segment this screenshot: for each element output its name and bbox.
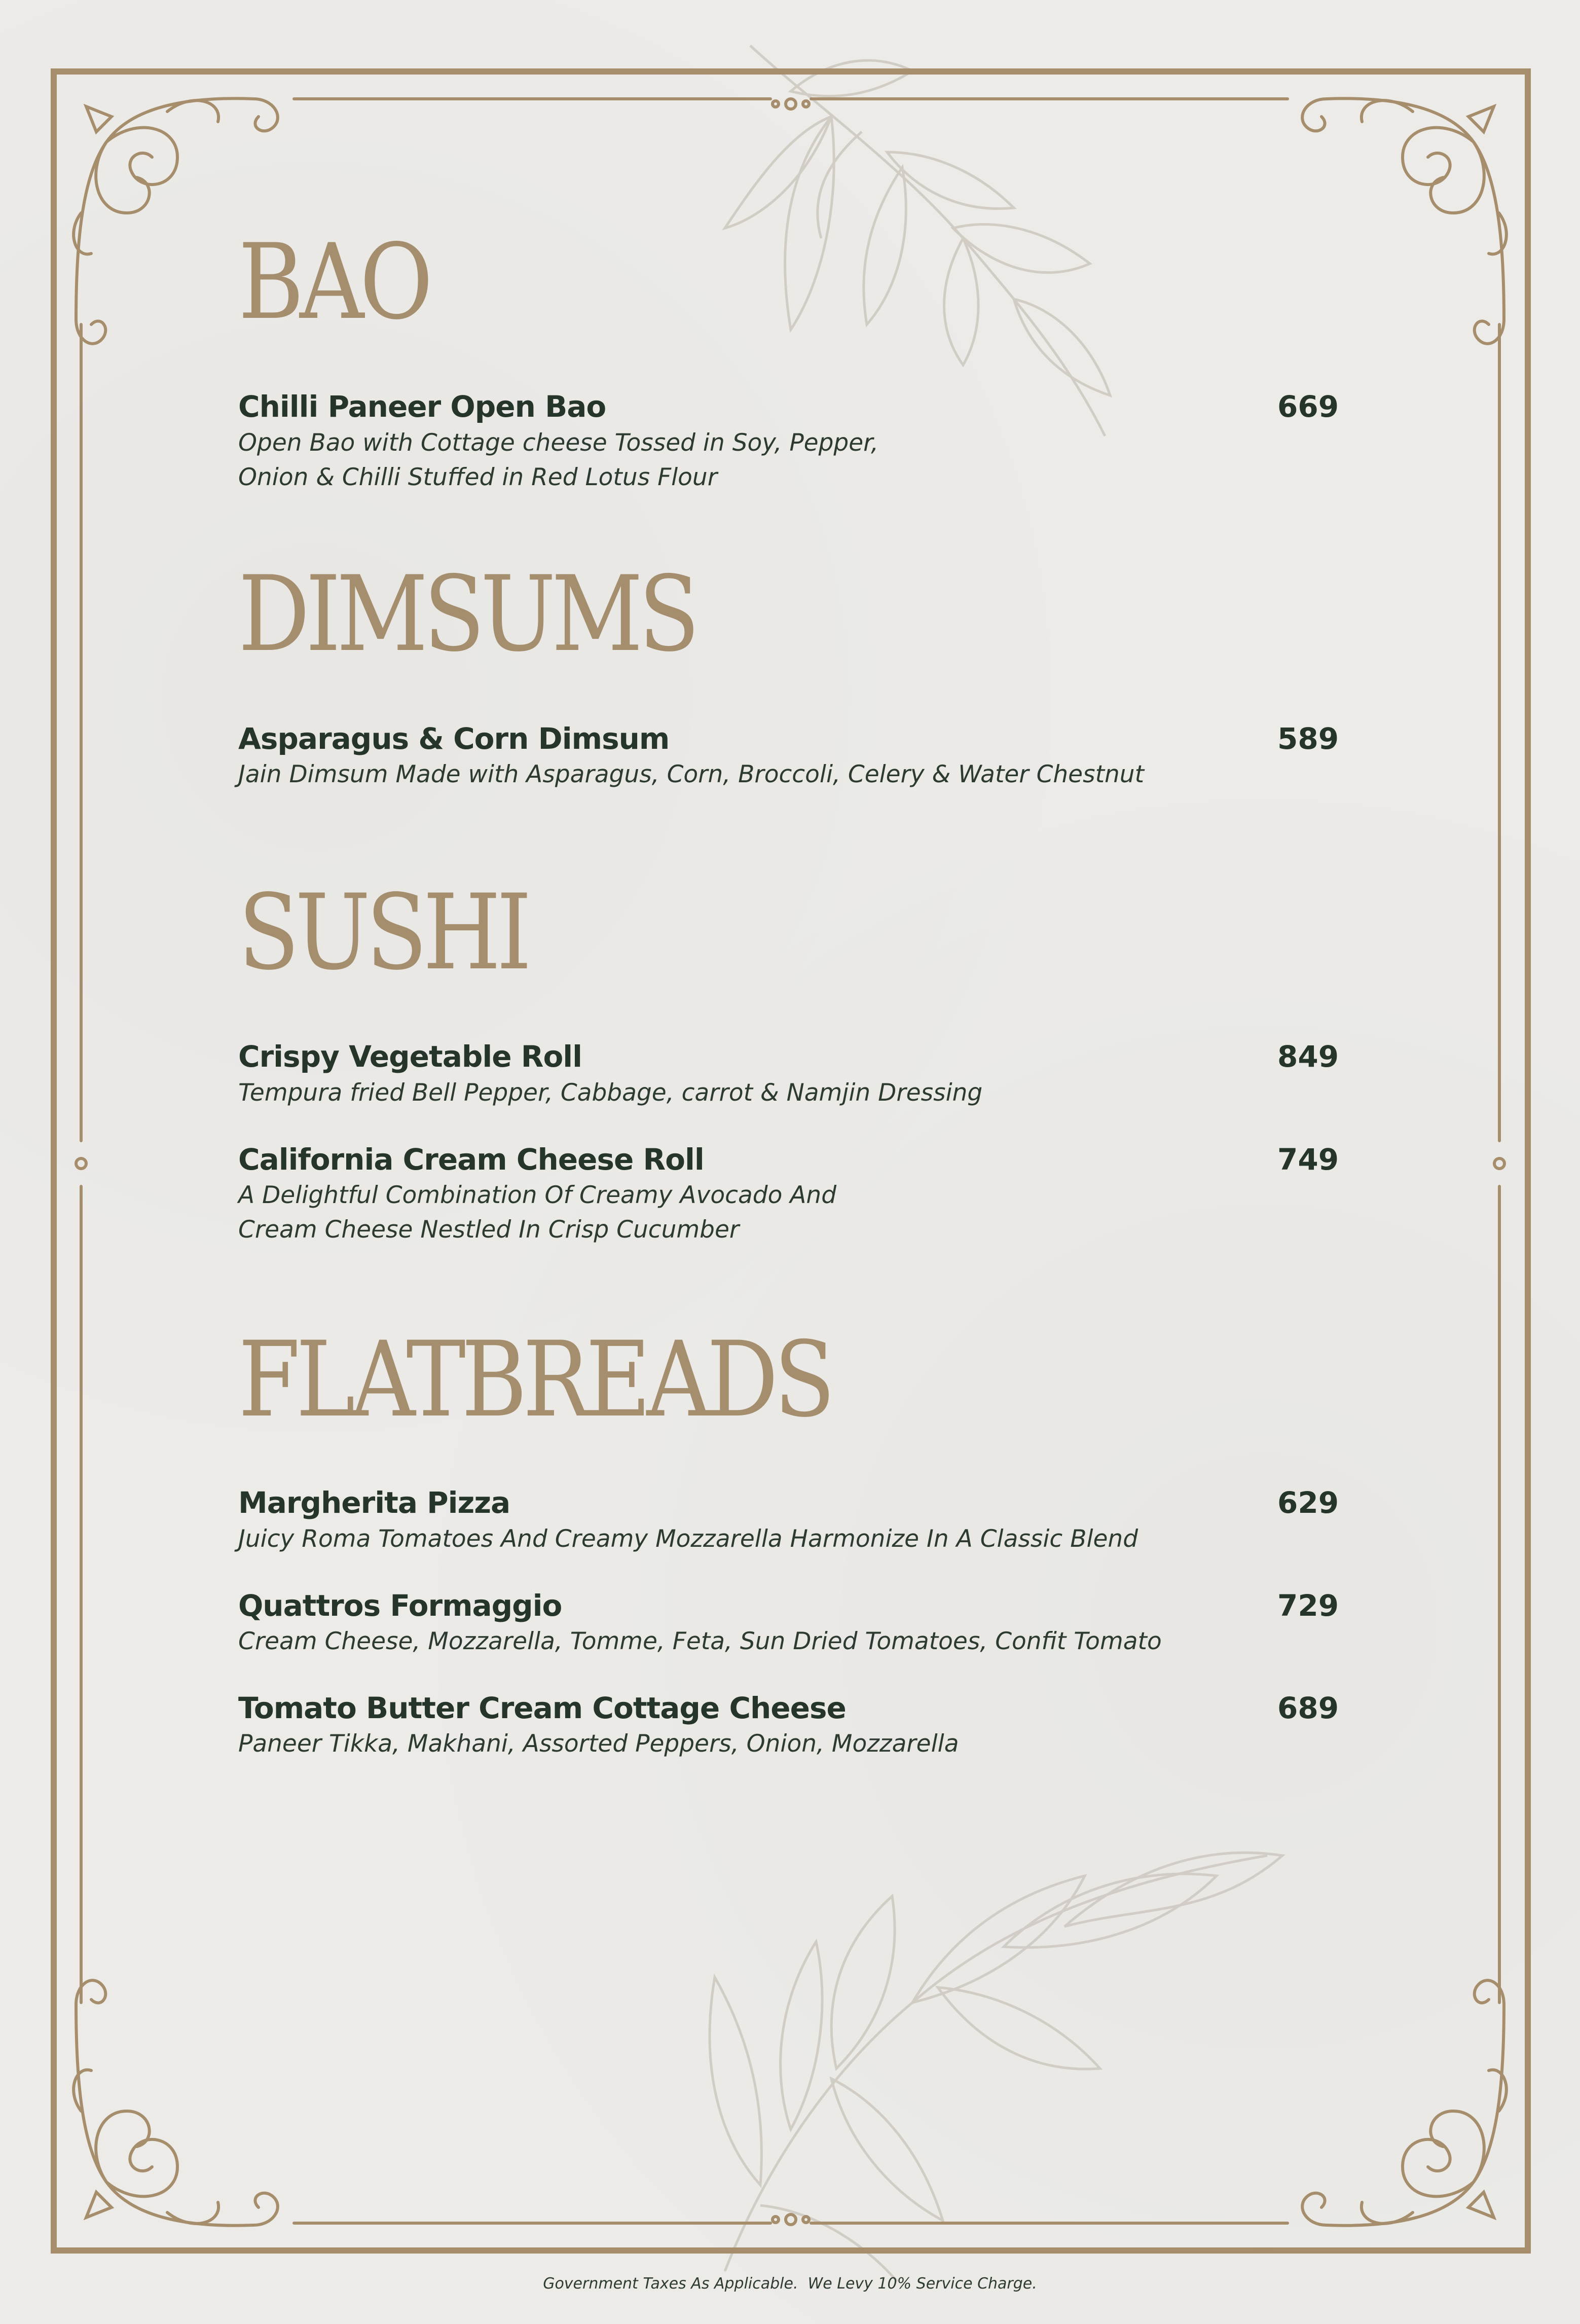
menu-item-price: 589 — [1277, 721, 1339, 756]
menu-item-description: Open Bao with Cottage cheese Tossed in Soy, Pepper, — [238, 429, 879, 457]
menu-item-name: Margherita Pizza — [238, 1485, 510, 1520]
menu-item-description: Paneer Tikka, Makhani, Assorted Peppers, Onion, Mozzarella — [238, 1730, 959, 1758]
menu-item-name: California Cream Cheese Roll — [238, 1142, 704, 1177]
menu-item-description: Cream Cheese Nestled In Crisp Cucumber — [238, 1216, 740, 1244]
menu-item-name: Chilli Paneer Open Bao — [238, 389, 606, 424]
section-title-dimsums: DIMSUMS — [238, 554, 695, 675]
menu-item-description: A Delightful Combination Of Creamy Avocado And — [238, 1181, 837, 1209]
footer-tax-note: Government Taxes As Applicable. We Levy 10% Service Charge. — [543, 2275, 1037, 2293]
menu-item-price: 749 — [1277, 1142, 1339, 1177]
menu-item-price: 689 — [1277, 1691, 1339, 1725]
menu-item-name: Crispy Vegetable Roll — [238, 1039, 582, 1074]
menu-item-price: 629 — [1277, 1485, 1339, 1520]
menu-item-price: 849 — [1277, 1039, 1339, 1074]
menu-item-name: Quattros Formaggio — [238, 1588, 562, 1623]
section-title-sushi: SUSHI — [238, 873, 528, 993]
menu-item-name: Tomato Butter Cream Cottage Cheese — [238, 1691, 846, 1725]
menu-item-name: Asparagus & Corn Dimsum — [238, 721, 670, 756]
menu-item-description: Cream Cheese, Mozzarella, Tomme, Feta, Sun Dried Tomatoes, Confit Tomato — [238, 1627, 1162, 1655]
section-title-bao: BAO — [238, 222, 429, 343]
menu-item-description: Tempura fried Bell Pepper, Cabbage, carrot & Namjin Dressing — [238, 1079, 983, 1107]
menu-item-price: 729 — [1277, 1588, 1339, 1623]
menu-item-description: Juicy Roma Tomatoes And Creamy Mozzarella Harmonize In A Classic Blend — [238, 1525, 1138, 1553]
menu-item-description: Onion & Chilli Stuffed in Red Lotus Flour — [238, 463, 718, 491]
menu-item-description: Jain Dimsum Made with Asparagus, Corn, Broccoli, Celery & Water Chestnut — [238, 760, 1145, 788]
section-title-flatbreads: FLATBREADS — [238, 1320, 831, 1440]
menu-item-price: 669 — [1277, 389, 1339, 424]
